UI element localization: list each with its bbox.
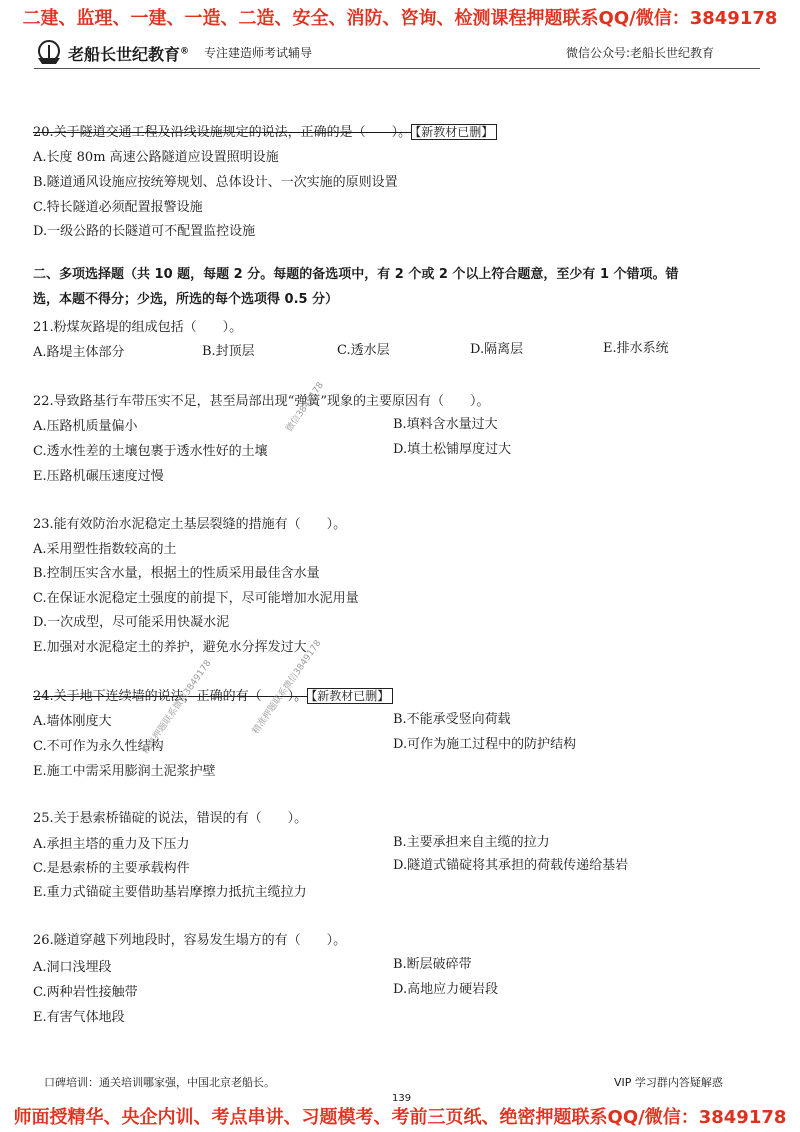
q22-option-b: B.填料含水量过大 <box>393 417 498 432</box>
header-slogan: 专注建造师考试辅导 <box>204 46 313 60</box>
q22-option-d: D.填土松铺厚度过大 <box>393 442 512 457</box>
q22-option-a: A.压路机质量偏小 <box>33 419 138 434</box>
page-number: 139 <box>392 1093 412 1104</box>
q24-option-e: E.施工中需采用膨润土泥浆护壁 <box>33 764 216 779</box>
q22-stem: 22.导致路基行车带压实不足，甚至局部出现“弹簧”现象的主要原因有（ ）。 <box>33 394 490 409</box>
q22-option-c: C.透水性差的土壤包裹于透水性好的土壤 <box>33 444 268 459</box>
deleted-tag: 【新教材已删】 <box>307 688 393 704</box>
q25-option-d: D.隧道式锚碇将其承担的荷载传递给基岩 <box>393 858 629 873</box>
q26-stem: 26.隧道穿越下列地段时，容易发生塌方的有（ ）。 <box>33 933 347 948</box>
q20-option-c: C.特长隧道必须配置报警设施 <box>33 200 203 215</box>
q24-option-a: A.墙体刚度大 <box>33 714 112 729</box>
q21-option-e: E.排水系统 <box>603 341 669 356</box>
q21-option-b: B.封顶层 <box>202 344 255 359</box>
q25-stem: 25.关于悬索桥锚碇的说法，错误的有（ ）。 <box>33 811 308 826</box>
q23-option-b: B.控制压实含水量，根据土的性质采用最佳含水量 <box>33 566 320 581</box>
q20-option-d: D.一级公路的长隧道可不配置监控设施 <box>33 224 256 239</box>
section-title: 二、多项选择题（共 10 题，每题 2 分。每题的备选项中，有 2 个或 2 个以上符合题意，至少有 1 个错项。错 <box>33 267 679 282</box>
q25-option-e: E.重力式锚碇主要借助基岩摩擦力抵抗主缆拉力 <box>33 885 307 900</box>
q24-option-c: C.不可作为永久性结构 <box>33 739 164 754</box>
q26-option-c: C.两种岩性接触带 <box>33 985 138 1000</box>
q26-option-b: B.断层破碎带 <box>393 957 472 972</box>
q23-option-d: D.一次成型，尽可能采用快凝水泥 <box>33 615 230 630</box>
footer-left: 口碑培训：通关培训哪家强，中国北京老船长。 <box>44 1076 275 1089</box>
header-wechat: 微信公众号:老船长世纪教育 <box>566 46 715 60</box>
watermark: 精准押题联系微信3849178 <box>251 638 324 737</box>
q23-option-c: C.在保证水泥稳定土强度的前提下，尽可能增加水泥用量 <box>33 591 359 606</box>
q24-stem: 24.关于地下连续墙的说法，正确的有（ ）。 【新教材已删】 <box>33 688 393 705</box>
logo-text: 老船长世纪教育® <box>68 44 190 64</box>
q21-option-c: C.透水层 <box>337 343 390 358</box>
q23-option-e: E.加强对水泥稳定土的养护，避免水分挥发过大 <box>33 640 307 655</box>
deleted-tag: 【新教材已删】 <box>411 124 497 140</box>
q26-option-a: A.洞口浅埋段 <box>33 960 112 975</box>
q26-option-e: E.有害气体地段 <box>33 1010 125 1025</box>
q21-stem: 21.粉煤灰路堤的组成包括（ ）。 <box>33 320 243 335</box>
q21-option-a: A.路堤主体部分 <box>33 345 125 360</box>
q20-option-a: A.长度 80m 高速公路隧道应设置照明设施 <box>33 150 279 165</box>
ship-icon <box>34 40 64 66</box>
q25-option-a: A.承担主塔的重力及下压力 <box>33 837 190 852</box>
q23-option-a: A.采用塑性指数较高的土 <box>33 542 177 557</box>
section-subtitle: 选，本题不得分；少选，所选的每个选项得 0.5 分） <box>33 292 339 307</box>
q22-option-e: E.压路机碾压速度过慢 <box>33 469 164 484</box>
footer-right: VIP 学习群内答疑解惑 <box>614 1076 723 1089</box>
q23-stem: 23.能有效防治水泥稳定土基层裂缝的措施有（ ）。 <box>33 517 347 532</box>
top-promo-banner: 二建、监理、一建、一造、二造、安全、消防、咨询、检测课程押题联系QQ/微信：3849178 <box>22 8 778 29</box>
q26-option-d: D.高地应力硬岩段 <box>393 982 499 997</box>
q25-option-b: B.主要承担来自主缆的拉力 <box>393 835 550 850</box>
q20-stem: 20.关于隧道交通工程及沿线设施规定的说法，正确的是（ ）。 【新教材已删】 <box>33 124 497 141</box>
q24-option-d: D.可作为施工过程中的防护结构 <box>393 737 577 752</box>
q24-option-b: B.不能承受竖向荷载 <box>393 712 511 727</box>
header-divider <box>34 68 760 69</box>
watermark: 精准押题联系微信3849178 <box>141 658 214 757</box>
q21-option-d: D.隔离层 <box>470 342 524 357</box>
q20-option-b: B.隧道通风设施应按统筹规划、总体设计、一次实施的原则设置 <box>33 175 398 190</box>
bottom-promo-banner: 师面授精华、央企内训、考点串讲、习题模考、考前三页纸、绝密押题联系QQ/微信：3849178 <box>13 1107 787 1128</box>
watermark: 微信3849178 <box>284 380 327 435</box>
q25-option-c: C.是悬索桥的主要承载构件 <box>33 861 190 876</box>
brand-logo <box>34 40 189 66</box>
